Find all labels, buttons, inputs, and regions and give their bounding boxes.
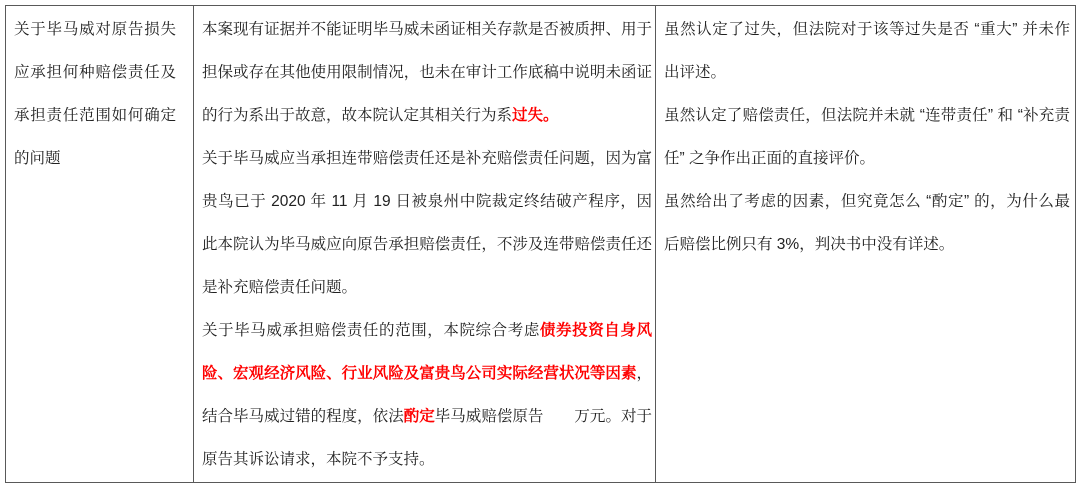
issue-cell xyxy=(6,6,194,483)
paragraph xyxy=(664,180,1070,266)
body-text: 关于毕马威承担赔偿责任的范围，本院综合考虑 xyxy=(202,322,540,339)
case-analysis-table xyxy=(5,5,1076,483)
body-text: 毕马威赔偿原告 万元。对于原告其诉讼请求，本院不予支持。 xyxy=(202,408,652,468)
body-text: 本案现有证据并不能证明毕马威未函证相关存款是否被质押、用于担保或存在其他使用限制情况，也未在审计工作底稿中说明未函证的行为系出于故意，故本院认定其相关行为系 xyxy=(202,21,652,124)
paragraph xyxy=(202,309,652,481)
emphasis-text: 酌定 xyxy=(403,408,435,425)
body-text: 虽然认定了赔偿责任，但法院并未就 “连带责任” 和 “补充责任” 之争作出正面的直接评价。 xyxy=(664,107,1070,167)
commentary-text xyxy=(664,8,1070,266)
court-finding-text xyxy=(202,8,652,481)
emphasis-text: 债券投资自身风险、宏观经济风险、行业风险及富贵鸟公司实际经营状况等因素 xyxy=(202,322,652,382)
commentary-cell xyxy=(656,6,1076,483)
body-text: 虽然给出了考虑的因素，但究竟怎么 “酌定” 的，为什么最后赔偿比例只有 3%，判决书中没有详述。 xyxy=(664,193,1070,253)
body-text: ，结合毕马威过错的程度，依法 xyxy=(202,365,652,425)
emphasis-text: 过失。 xyxy=(512,107,559,124)
table-row xyxy=(6,6,1076,483)
paragraph xyxy=(202,137,652,309)
paragraph xyxy=(202,8,652,137)
body-text: 虽然认定了过失，但法院对于该等过失是否 “重大” 并未作出评述。 xyxy=(664,21,1070,81)
paragraph xyxy=(664,8,1070,94)
court-finding-cell xyxy=(194,6,656,483)
issue-text: 关于毕马威对原告损失应承担何种赔偿责任及承担责任范围如何确定的问题 xyxy=(14,21,176,167)
paragraph xyxy=(664,94,1070,180)
body-text: 关于毕马威应当承担连带赔偿责任还是补充赔偿责任问题，因为富贵鸟已于 2020 年 11 月 19 日被泉州中院裁定终结破产程序，因此本院认为毕马威应向原告承担赔偿责任，不涉及连带赔偿责任还是补充赔偿责任问题。 xyxy=(202,150,652,296)
